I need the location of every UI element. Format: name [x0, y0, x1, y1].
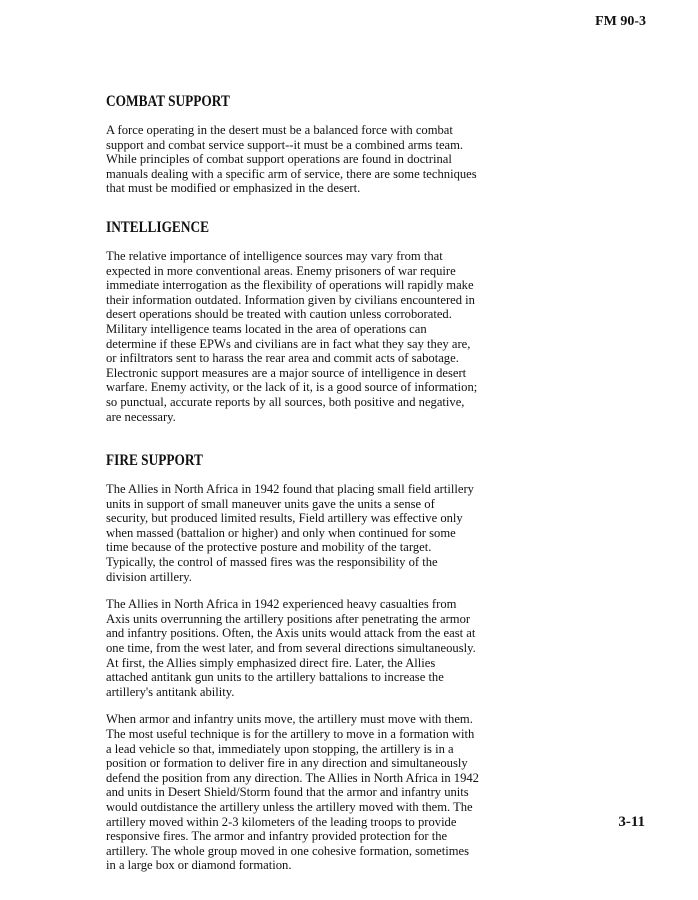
paragraph: When armor and infantry units move, the artillery must move with them. The most useful technique is for the artillery to move in a formation with a lead vehicle so that, immediately upon stopping, the artillery is in a position or formation to deliver fire in any direction and simultaneously defend the position from any direction. The Allies in North Africa in 1942 and units in Desert Shield/Storm found that the armor and infantry units would outdistance the artillery unless the artillery moved with them. The artillery moved within 2-3 kilometers of the leading troops to provide responsive fires. The armor and infantry provided protection for the artillery. The whole group moved in one cohesive formation, sometimes in a large box or diamond formation.: [106, 712, 479, 873]
paragraph: A force operating in the desert must be a balanced force with combat support and combat service support--it must be a combined arms team. While principles of combat support operations are found in doctrinal manuals dealing with a specific arm of service, there are some techniques that must be modified or emphasized in the desert.: [106, 123, 477, 196]
page-body: [106, 92, 480, 897]
section-intelligence: [106, 218, 480, 424]
section-combat-support: [106, 92, 480, 196]
page-number: 3-11: [618, 814, 645, 830]
section-heading: COMBAT SUPPORT: [106, 93, 230, 110]
paragraph: The relative importance of intelligence sources may vary from that expected in more conventional areas. Enemy prisoners of war require immediate interrogation as the flexibility of operations will rapidly make their information outdated. Information given by civilians encountered in desert operations should be treated with caution unless corroborated. Military intelligence teams located in the area of operations can determine if these EPWs and civilians are in fact what they say they are, or infiltrators sent to harass the rear area and commit acts of sabotage. Electronic support measures are a major source of intelligence in desert warfare. Enemy activity, or the lack of it, is a good source of information; so punctual, accurate reports by all sources, both positive and negative, are necessary.: [106, 248, 478, 424]
section-fire-support: [106, 451, 480, 873]
section-heading: INTELLIGENCE: [106, 218, 209, 236]
paragraph: The Allies in North Africa in 1942 experienced heavy casualties from Axis units overrunning the artillery positions after penetrating the armor and infantry positions. Often, the Axis units would attack from the east at one time, from the west later, and from several directions simultaneously. At first, the Allies simply emphasized direct fire. Later, the Allies attached antitank gun units to the artillery battalions to increase the artillery's antitank ability.: [106, 597, 476, 699]
section-heading: FIRE SUPPORT: [106, 452, 203, 470]
paragraph: The Allies in North Africa in 1942 found that placing small field artillery units in support of small maneuver units gave the units a sense of security, but produced limited results, Field artillery was effective only when massed (battalion or higher) and only when continued for some time because of the protective posture and mobility of the target. Typically, the control of massed fires was the responsibility of the division artillery.: [106, 482, 474, 584]
manual-id-header: FM 90-3: [595, 14, 646, 29]
